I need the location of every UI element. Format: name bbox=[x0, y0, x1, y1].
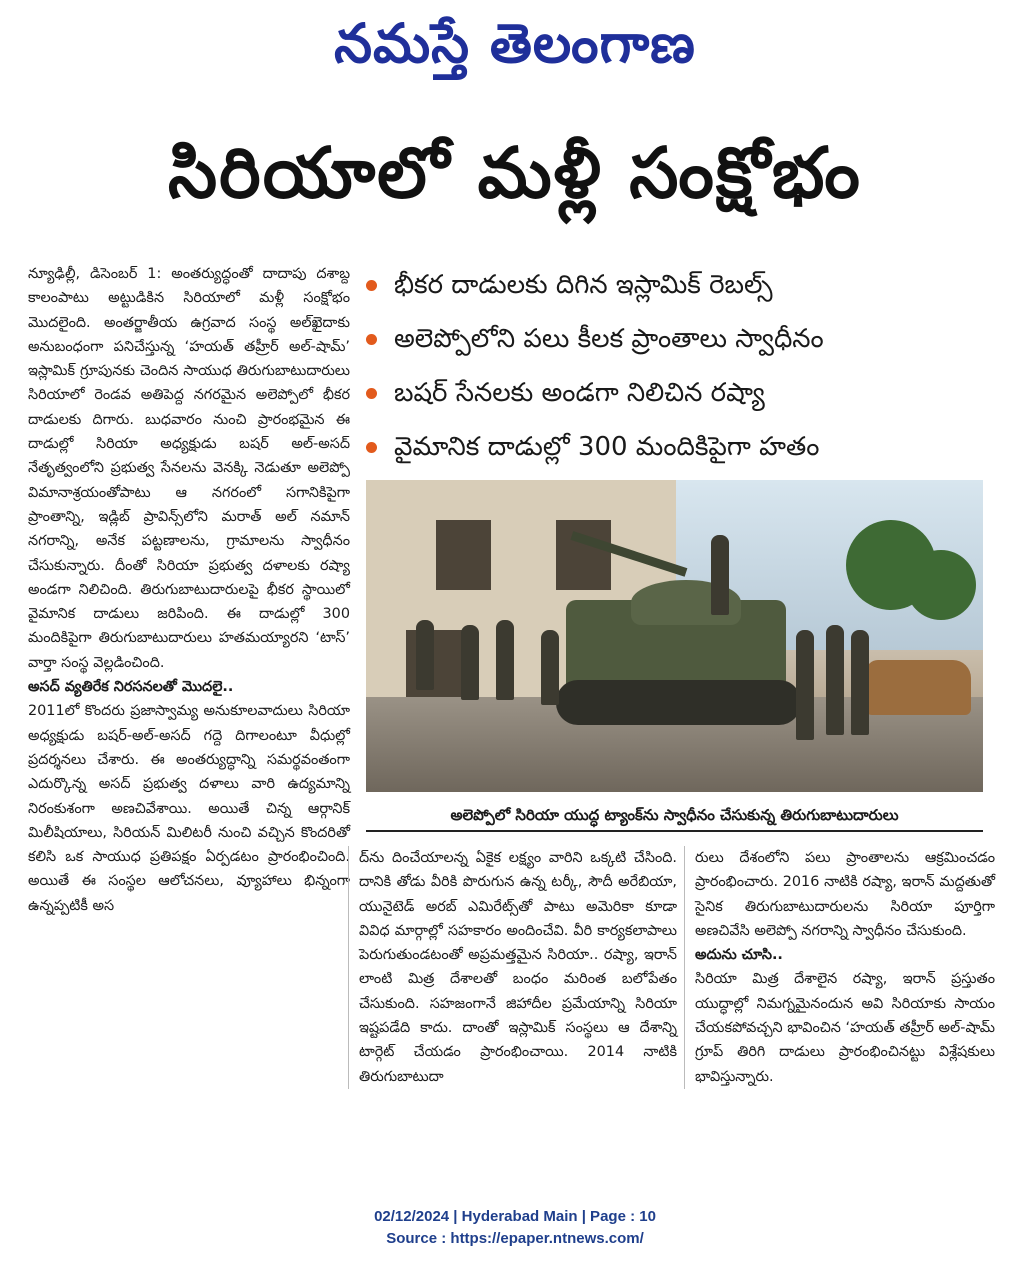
bullet-item bbox=[362, 258, 1002, 312]
photo-person bbox=[851, 630, 869, 735]
article-column-left bbox=[28, 262, 350, 918]
article-column-middle bbox=[348, 846, 677, 1089]
article-paragraph-5: సిరియా మిత్ర దేశాలైన రష్యా, ఇరాన్ ప్రస్తుతం యుద్ధాల్లో నిమగ్నమైనందున అవి సిరియాకు సాయం చేయకపోవచ్చని భావించిన ‘హయత్ తహ్రీర్ అల్-షామ్ గ్రూప్ తిరిగి దాడులు ప్రారంభించినట్టు విశ్లేషకులు భావిస్తున్నారు. bbox=[695, 971, 995, 1085]
photo-window bbox=[436, 520, 491, 590]
bullet-dot-icon bbox=[366, 334, 377, 345]
bullet-dot-icon bbox=[366, 388, 377, 399]
photo-person bbox=[541, 630, 559, 705]
photo-person bbox=[461, 625, 479, 700]
article-column-right bbox=[684, 846, 995, 1089]
bullet-item bbox=[362, 312, 1002, 366]
photo-person bbox=[711, 535, 729, 615]
article-paragraph-3: ద్‌ను దించేయాలన్న ఏకైక లక్ష్యం వారిని ఒక్కటి చేసింది. దానికి తోడు వీరికి పొరుగున ఉన్న టర్కీ, సౌదీ అరేబియా, యునైటెడ్ అరబ్ ఎమిరేట్స్‌తో పాటు అమెరికా కూడా వివిధ మార్గాల్లో సహకారం అందించేవి. వీరి కార్యకలాపాలు పెరుగుతుండటంతో అప్రమత్తమైన సిరియా.. రష్యా, ఇరాన్ లాంటి మిత్ర దేశాలతో బంధం మరింత బలోపేతం చేసుకుంది. సహజంగానే జిహాదీల ప్రమేయాన్ని సిరియా ఇష్టపడేది కాదు. దాంతో ఇస్లామిక్ సంస్థలు ఆ దేశాన్ని టార్గెట్ చేయడం ప్రారంభించాయి. 2014 నాటికి తిరుగుబాటుదా bbox=[359, 850, 677, 1085]
main-headline: సిరియాలో మళ్లీ సంక్షోభం bbox=[168, 132, 862, 214]
page-footer bbox=[0, 1206, 1030, 1250]
bullet-text: బషర్ సేనలకు అండగా నిలిచిన రష్యా bbox=[394, 378, 765, 408]
photo-tank-track bbox=[556, 680, 801, 725]
subheading-2: అదును చూసి.. bbox=[695, 947, 783, 964]
bullet-item bbox=[362, 366, 1002, 420]
footer-source: Source : https://epaper.ntnews.com/ bbox=[386, 1230, 644, 1247]
bullet-dot-icon bbox=[366, 280, 377, 291]
photo-window bbox=[556, 520, 611, 590]
subheading-1: అసద్ వ్యతిరేక నిరసనలతో మొదలై.. bbox=[28, 679, 234, 696]
photo-caption: అలెప్పోలో సిరియా యుద్ధ ట్యాంక్‌ను స్వాధీనం చేసుకున్న తిరుగుబాటుదారులు bbox=[366, 800, 983, 832]
footer-date-edition: 02/12/2024 | Hyderabad Main | Page : 10 bbox=[374, 1208, 656, 1225]
masthead-logo: నమస్తే తెలంగాణ bbox=[334, 11, 696, 75]
highlight-bullets bbox=[362, 258, 1002, 474]
article-paragraph-4: రులు దేశంలోని పలు ప్రాంతాలను ఆక్రమించడం ప్రారంభించారు. 2016 నాటికి రష్యా, ఇరాన్ మద్దతుతో సైనిక తిరుగుబాటుదారులను సిరియా పూర్తిగా అణచివేసి అలెప్పో నగరాన్ని స్వాధీనం చేసుకుంది. bbox=[695, 850, 995, 939]
photo-person bbox=[826, 625, 844, 735]
bullet-item bbox=[362, 420, 1002, 474]
article-lead: న్యూఢిల్లీ, డిసెంబర్ 1: అంతర్యుద్ధంతో దాదాపు దశాబ్ద కాలంపాటు అట్టుడికిన సిరియాలో మళ్లీ సంక్షోభం మొదలైంది. అంతర్జాతీయ ఉగ్రవాద సంస్థ అల్‌ఖైదాకు అనుబంధంగా పనిచేస్తున్న ‘హయత్ తహ్రీర్ అల్-షామ్’ ఇస్లామిక్ గ్రూపునకు చెందిన సాయుధ తిరుగుబాటుదారులు సిరియాలో రెండవ అతిపెద్ద నగరమైన అలెప్పోలో భీకర దాడులకు దిగారు. బుధవారం నుంచి ప్రారంభమైన ఈ దాడుల్లో సిరియా అధ్యక్షుడు బషర్ అల్-అసద్ నేతృత్వంలోని ప్రభుత్వ సేనలను వెనక్కి నెడుతూ అలెప్పో విమానాశ్రయంతోపాటు ఆ నగరంలో సగానికిపైగా ప్రాంతాన్ని, ఇడ్లిబ్ ప్రావిన్స్‌లోని మరాత్ అల్ నమాన్ నగరాన్ని, అనేక పట్టణాలను, గ్రామాలను స్వాధీనం చేసుకున్నారు. దీంతో సిరియా ప్రభుత్వ దళాలకు రష్యా అండగా నిలిచింది. తిరుగుబాటుదారులపై భీకర స్థాయిలో వైమానిక దాడులు జరిపింది. ఈ దాడుల్లో 300 మందికిపైగా తిరుగుబాటుదారులు హతమయ్యారని ‘టాస్’ వార్తా సంస్థ వెల్లడించింది. bbox=[28, 266, 350, 671]
bullet-text: భీకర దాడులకు దిగిన ఇస్లామిక్ రెబల్స్ bbox=[394, 270, 773, 300]
bullet-text: వైమానిక దాడుల్లో 300 మందికిపైగా హతం bbox=[394, 432, 820, 462]
photo-tree bbox=[906, 550, 976, 620]
photo-person bbox=[796, 630, 814, 740]
bullet-text: అలెప్పోలోని పలు కీలక ప్రాంతాలు స్వాధీనం bbox=[394, 324, 824, 354]
article-paragraph-2: 2011లో కొందరు ప్రజాస్వామ్య అనుకూలవాదులు సిరియా అధ్యక్షుడు బషర్-అల్-అసద్ గద్దె దిగాలంటూ వీధుల్లో ప్రదర్శనలు చేశారు. ఈ అంతర్యుద్ధాన్ని సమర్థవంతంగా ఎదుర్కొన్న అసద్ ప్రభుత్వ దళాలు వారి ఉద్యమాన్ని నిరంకుశంగా అణచివేశాయి. అయితే చిన్న ఆర్గానిక్ మిలీషియాలు, సిరియన్ మిలిటరీ నుంచి వచ్చిన కొందరితో కలిసి ఒక సాయుధ ప్రతిపక్షం ఏర్పడటం ప్రారంభించింది. అయితే ఈ సంస్థల ఆలోచనలు, వ్యూహాలు భిన్నంగా ఉన్నప్పటికీ అస bbox=[28, 703, 350, 914]
photo-car bbox=[866, 660, 971, 715]
bullet-dot-icon bbox=[366, 442, 377, 453]
photo-person bbox=[496, 620, 514, 700]
photo-person bbox=[416, 620, 434, 690]
news-photo bbox=[366, 480, 983, 792]
